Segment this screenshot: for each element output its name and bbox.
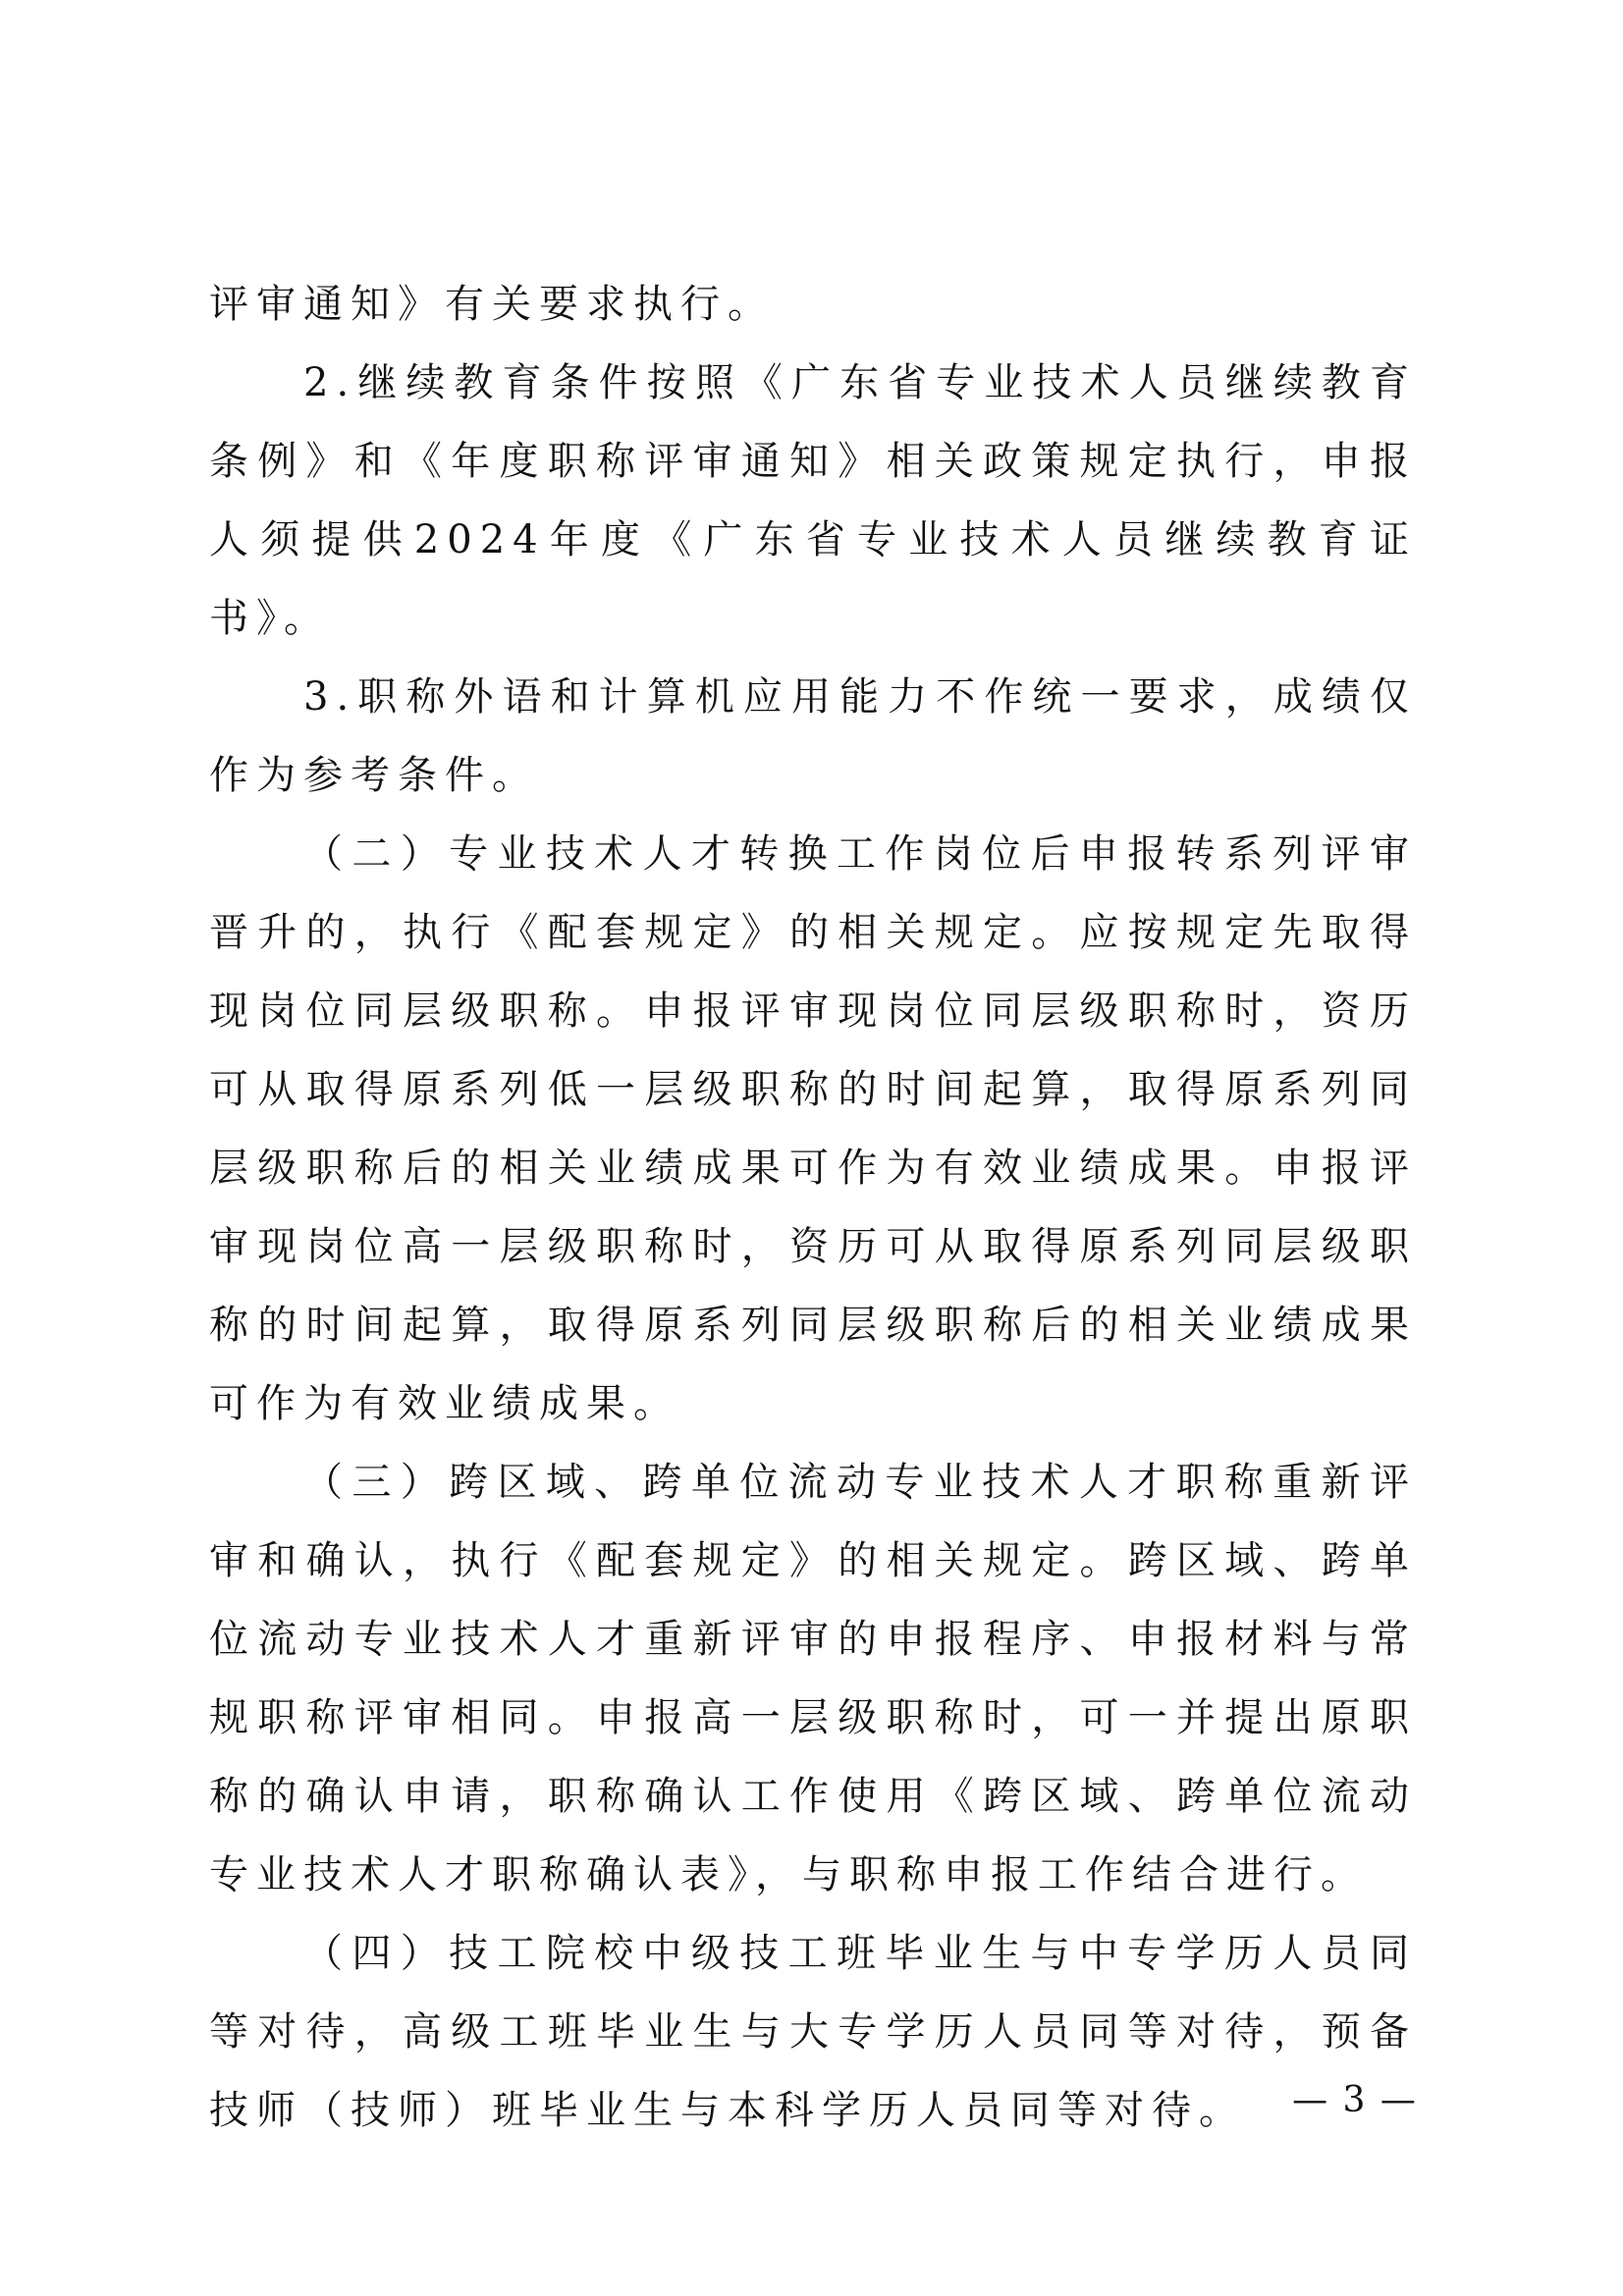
paragraph-continuation: 评审通知》有关要求执行。 [209, 282, 775, 327]
document-body [209, 265, 1417, 2150]
paragraph-item-3-language-computer: 3.职称外语和计算机应用能力不作统一要求，成绩仅作为参考条件。 [209, 674, 1417, 798]
paragraph-section-3-cross-region: （三）跨区域、跨单位流动专业技术人才职称重新评审和确认，执行《配套规定》的相关规定。跨区域、跨单位流动专业技术人才重新评审的申报程序、申报材料与常规职称评审相同。申报高一层级职称时，可一并提出原职称的确认申请，职称确认工作使用《跨区域、跨单位流动专业技术人才职称确认表》，与职称申报工作结合进行。 [209, 1460, 1417, 1897]
paragraph-section-4-technical-schools: （四）技工院校中级技工班毕业生与中专学历人员同等对待，高级工班毕业生与大专学历人员同等对待，预备技师（技师）班毕业生与本科学历人员同等对待。 [209, 1931, 1417, 2133]
paragraph-item-2-continuing-education: 2.继续教育条件按照《广东省专业技术人员继续教育条例》和《年度职称评审通知》相关政策规定执行，申报人须提供2024年度《广东省专业技术人员继续教育证书》。 [209, 360, 1417, 641]
page-number: — 3 — [1292, 2080, 1418, 2120]
paragraph-section-2-position-transfer: （二）专业技术人才转换工作岗位后申报转系列评审晋升的，执行《配套规定》的相关规定。应按规定先取得现岗位同层级职称。申报评审现岗位同层级职称时，资历可从取得原系列低一层级职称的时间起算，取得原系列同层级职称后的相关业绩成果可作为有效业绩成果。申报评审现岗位高一层级职称时，资历可从取得原系列同层级职称的时间起算，取得原系列同层级职称后的相关业绩成果可作为有效业绩成果。 [209, 831, 1417, 1426]
